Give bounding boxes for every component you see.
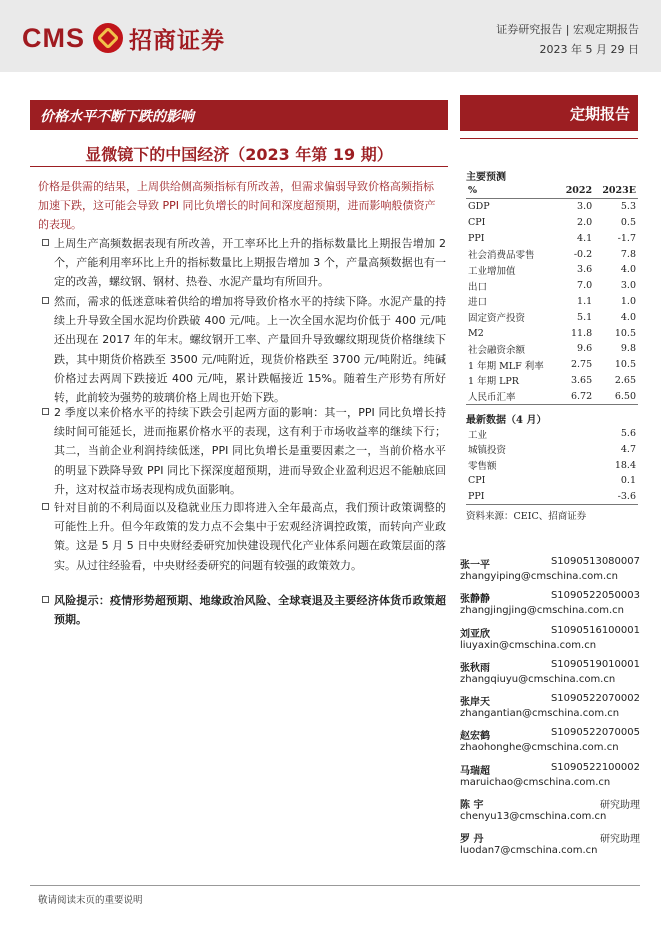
logo-cn-text: 招商证券	[129, 27, 225, 54]
indicator-name: CPI	[468, 475, 486, 487]
analyst-name: 张岸天	[460, 697, 490, 709]
bullet-square-icon	[42, 408, 49, 415]
analyst-entry	[460, 727, 640, 761]
report-date: 2023 年 5 月 29 日	[539, 43, 639, 56]
latest-value: 18.4	[614, 459, 636, 471]
analyst-name-row	[460, 556, 640, 571]
logo-emblem-icon	[93, 23, 123, 53]
value-2023e: 1.0	[620, 295, 636, 307]
indicator-name: PPI	[468, 232, 485, 244]
indicator-name: 工业	[468, 429, 488, 441]
analyst-email[interactable]: zhangqiuyu@cmschina.com.cn	[460, 673, 616, 685]
indicator-name: 社会消费品零售	[468, 250, 535, 262]
value-2023e: 3.0	[620, 280, 636, 292]
analyst-cert-id: 研究助理	[600, 800, 640, 812]
latest-data-title: 最新数据（4 月）	[466, 414, 547, 426]
analyst-name-row	[460, 693, 640, 708]
latest-value: 5.6	[620, 428, 636, 440]
indicator-name: 1 年期 LPR	[468, 376, 519, 388]
indicator-name: 人民币汇率	[466, 388, 559, 404]
analyst-cert-id: S1090522100002	[550, 761, 640, 773]
analyst-name: 赵宏鹤	[460, 731, 490, 743]
logo-cms-text: CMS	[22, 22, 85, 53]
analyst-entry	[460, 830, 640, 864]
analyst-list	[460, 556, 640, 865]
value-2022: 4.1	[577, 232, 593, 244]
value-2022: 1.1	[577, 295, 593, 307]
table-row	[466, 262, 638, 278]
analyst-entry	[460, 693, 640, 727]
value-2023e: 7.8	[620, 248, 636, 260]
analyst-name-row	[460, 625, 640, 640]
value-2023e: 6.50	[594, 388, 638, 404]
value-2023e: 2.65	[614, 374, 636, 386]
page-header	[0, 0, 661, 72]
title-divider	[30, 166, 448, 167]
analyst-name-row	[460, 762, 640, 777]
table-row	[466, 278, 638, 294]
bullet-paragraph: 然而，需求的低迷意味着供给的增加将导致价格水平的持续下降。水泥产量的持续上升导致全国水泥均价跌破 400 元/吨。上一次全国水泥均价低于 400 元/吨还出现在 2017 年的年末。螺纹钢开工率、产量回升导致螺纹期现货价格继续下跌，其中期货价格跌至 3500 元/吨附近，现货价格跌至 3700 元/吨附近。纯碱价格过去两周下跌接近 400 元/吨，累计跌幅接近 15%。随着生产形势有所好转，此前较为强势的玻璃价格上周也开始下跌。	[42, 292, 446, 407]
value-2022: 5.1	[577, 311, 593, 323]
indicator-name: 社会融资余额	[468, 344, 526, 356]
title-banner	[30, 100, 448, 130]
analyst-entry	[460, 762, 640, 796]
bullet-square-icon	[42, 596, 49, 603]
value-2022: 3.65	[570, 374, 593, 386]
data-source: 资料来源：CEIC、招商证券	[466, 511, 587, 523]
table-row	[466, 230, 638, 246]
value-2022: 9.6	[577, 343, 593, 355]
value-2023e: 0.5	[620, 216, 636, 228]
analyst-cert-id: S1090522070002	[550, 693, 640, 705]
bullet-paragraph: 2 季度以来价格水平的持续下跌会引起两方面的影响：其一，PPI 同比负增长持续时间可能延长，进而拖累价格水平的表现，这有利于市场收益率的继续下行；其二，当前企业利润持续低迷，PPI 同比负增长是重要因素之一，当前价格水平的明显下跌降导致 PPI 同比下探深度超预期，进而导致企业盈利迟迟不能触底回升，这对权益市场表现构成负面影响。	[42, 403, 446, 499]
analyst-entry	[460, 556, 640, 590]
indicator-name: CPI	[468, 216, 486, 228]
indicator-name: 固定资产投资	[468, 313, 526, 325]
analyst-cert-id: S1090513080007	[550, 556, 640, 567]
table-row	[466, 388, 638, 404]
table-row	[466, 457, 638, 473]
table-row	[466, 426, 638, 442]
table-row	[466, 246, 638, 262]
footer-divider	[30, 885, 640, 886]
analyst-name: 刘亚欣	[460, 628, 490, 640]
forecast-title: 主要预测	[466, 172, 506, 183]
latest-value: 0.1	[620, 475, 636, 487]
forecast-panel	[466, 168, 638, 522]
value-2022: 11.8	[570, 327, 593, 339]
table-row	[466, 309, 638, 325]
table-row	[466, 294, 638, 310]
analyst-name-row	[460, 659, 640, 674]
page-subtitle: 显微镜下的中国经济（2023 年第 19 期）	[85, 145, 393, 164]
analyst-cert-id: S1090519010001	[550, 658, 640, 670]
analyst-entry	[460, 625, 640, 659]
analyst-name-row	[460, 590, 640, 605]
analyst-name: 罗 丹	[460, 834, 484, 846]
analyst-email[interactable]: chenyu13@cmschina.com.cn	[460, 811, 607, 823]
table-row	[466, 441, 638, 457]
table-row	[466, 215, 638, 231]
value-2023e: 10.5	[614, 359, 636, 371]
analyst-email[interactable]: zhangyiping@cmschina.com.cn	[460, 571, 618, 582]
value-2023e: 9.8	[620, 343, 636, 355]
analyst-name: 张一平	[460, 560, 490, 571]
report-type: 证券研究报告 | 宏观定期报告	[496, 23, 639, 36]
value-2023e: -1.7	[617, 232, 636, 244]
bullet-square-icon	[42, 297, 49, 304]
value-2022: -0.2	[573, 248, 593, 260]
analyst-cert-id: 研究助理	[600, 834, 640, 846]
analyst-email[interactable]: maruichao@cmschina.com.cn	[460, 776, 611, 788]
value-2023e: 4.0	[620, 311, 636, 323]
table-row	[466, 325, 638, 341]
report-category-tag	[460, 95, 638, 131]
forecast-table	[466, 183, 638, 405]
value-2022: 3.6	[577, 264, 593, 276]
analyst-cert-id: S1090516100001	[550, 624, 640, 636]
indicator-name: 进口	[468, 297, 488, 309]
company-logo	[22, 18, 225, 58]
indicator-name: M2	[468, 327, 484, 339]
report-category-label: 定期报告	[569, 105, 630, 123]
table-row	[466, 489, 638, 505]
header-meta	[496, 20, 639, 60]
value-2022: 2.0	[577, 216, 593, 228]
analyst-name: 张静静	[460, 594, 490, 606]
table-row	[466, 341, 638, 357]
indicator-name: 城镇投资	[468, 445, 507, 457]
analyst-name-row	[460, 727, 640, 742]
table-row	[466, 357, 638, 373]
table-row	[466, 473, 638, 489]
bullet-square-icon	[42, 239, 49, 246]
latest-value: 4.7	[620, 443, 636, 455]
analyst-name: 马瑞超	[460, 765, 490, 777]
analyst-cert-id: S1090522050003	[550, 590, 640, 602]
analyst-name: 张秋雨	[460, 662, 490, 674]
bullet-paragraph: 上周生产高频数据表现有所改善，开工率环比上升的指标数量比上期报告增加 2 个，产能利用率环比上升的指标数量比上期报告增加 3 个，产量高频数据也有一定的改善，螺纹钢、钢材、热卷、水泥产量均有所回升。	[42, 234, 446, 292]
analyst-email[interactable]: luodan7@cmschina.com.cn	[460, 845, 598, 857]
indicator-name: 零售额	[468, 461, 497, 473]
analyst-name: 陈 宇	[460, 800, 484, 812]
bullet-paragraph: 针对目前的不利局面以及稳就业压力即将进入全年最高点，我们预计政策调整的可能性上升。但今年政策的发力点不会集中于宏观经济调控政策，而转向产业政策。这是 5 月 5 日中央财经委研究加快建设现代化产业体系问题在政策层面的落实。从过往经验看，中央财经委研究的问题有较强的政策效力。	[42, 498, 446, 575]
value-2022: 6.72	[559, 388, 594, 404]
indicator-name: 出口	[468, 281, 488, 293]
indicator-name: PPI	[466, 489, 574, 505]
risk-warning: 风险提示：疫情形势超预期、地缘政治风险、全球衰退及主要经济体货币政策超预期。	[42, 591, 446, 629]
table-row	[466, 373, 638, 389]
analyst-entry	[460, 659, 640, 693]
value-2023e: 5.3	[620, 201, 636, 213]
value-2022: 3.0	[577, 201, 593, 213]
table-header-row: % 2022 2023E	[466, 183, 638, 199]
value-2023e: 10.5	[614, 327, 636, 339]
bullet-square-icon	[42, 503, 49, 510]
indicator-name: 工业增加值	[468, 265, 516, 277]
table-row	[466, 199, 638, 215]
analyst-entry	[460, 796, 640, 830]
banner-title: 价格水平不断下跌的影响	[40, 109, 194, 125]
analyst-cert-id: S1090522070005	[550, 727, 640, 739]
value-2022: 2.75	[570, 359, 593, 371]
value-2023e: 4.0	[620, 264, 636, 276]
analyst-email[interactable]: zhangjingjing@cmschina.com.cn	[460, 605, 624, 617]
sidebar-divider	[460, 138, 638, 139]
indicator-name: 1 年期 MLF 利率	[468, 360, 544, 372]
analyst-email[interactable]: zhaohonghe@cmschina.com.cn	[460, 742, 619, 754]
footer-note: 敬请阅读末页的重要说明	[38, 895, 143, 906]
analyst-entry	[460, 590, 640, 624]
analyst-name-row	[460, 796, 640, 811]
value-2022: 7.0	[577, 280, 593, 292]
latest-value: -3.6	[574, 489, 638, 505]
analyst-email[interactable]: liuyaxin@cmschina.com.cn	[460, 639, 597, 651]
lead-summary: 价格是供需的结果，上周供给侧高频指标有所改善，但需求偏弱导致价格高频指标加速下跌，这可能会导致 PPI 同比负增长的时间和深度超预期，进而影响般债资产的表现。	[38, 180, 436, 231]
analyst-name-row	[460, 830, 640, 845]
latest-data-table	[466, 426, 638, 505]
analyst-email[interactable]: zhangantian@cmschina.com.cn	[460, 708, 620, 720]
indicator-name: GDP	[468, 201, 490, 213]
